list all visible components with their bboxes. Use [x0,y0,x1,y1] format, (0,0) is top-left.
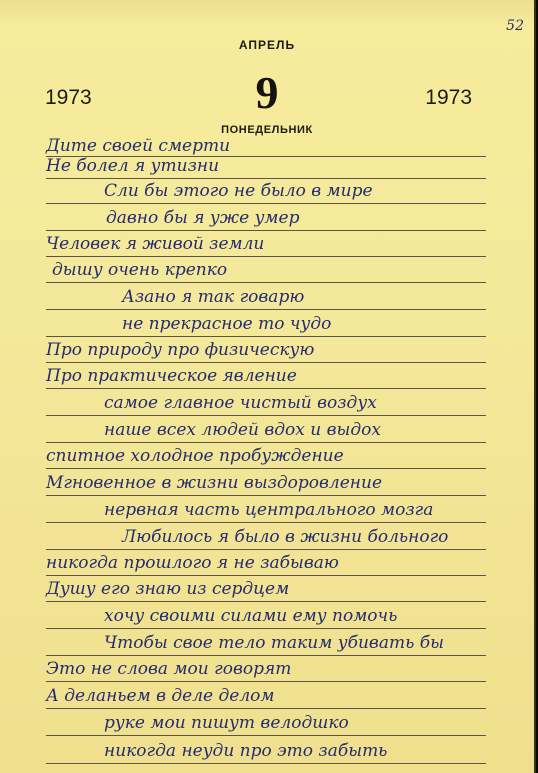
ruled-line [46,495,486,496]
ruled-line [46,282,486,283]
ruled-line [46,549,486,550]
page-top-edge [0,0,534,28]
handwritten-line: давно бы я уже умер [106,208,300,228]
ruled-line [46,763,486,764]
handwritten-line: Сли бы этого не было в мире [104,181,373,201]
ruled-line [46,575,486,576]
handwritten-line: Это не слова мои говорят [46,659,292,679]
handwritten-line: спитное холодное пробуждение [46,446,344,466]
handwritten-line: никогда прошлого я не забываю [46,553,339,573]
page-number: 52 [506,18,524,34]
handwritten-line: Чтобы свое тело таким убивать бы [104,633,444,653]
weekday-label: ПОНЕДЕЛЬНИК [221,124,313,136]
handwritten-line: не прекрасное то чудо [122,314,332,334]
handwritten-line: наше всех людей вдох и выдох [104,420,381,440]
handwritten-line: Душу его знаю из сердцем [46,579,290,599]
handwritten-line: самое главное чистый воздух [104,393,377,413]
handwritten-line: Про практическое явление [46,366,297,386]
ruled-line [46,256,486,257]
ruled-line [46,628,486,629]
ruled-line [46,655,486,656]
ruled-line [46,230,486,231]
ruled-line [46,468,486,469]
handwritten-line: Человек я живой земли [46,234,265,254]
ruled-line [46,336,486,337]
handwritten-line: Азано я так говарю [122,287,305,307]
handwritten-line: хочу своими силами ему помочь [104,606,398,626]
ruled-line [46,681,486,682]
ruled-line [46,203,486,204]
month-label: АПРЕЛЬ [238,38,296,52]
ruled-line [46,708,486,709]
day-number: 9 [255,67,279,118]
handwritten-line: Не болел я утизни [46,156,220,176]
ruled-line [46,415,486,416]
ruled-line [46,388,486,389]
handwritten-line: А деланьем в деле делом [46,686,275,706]
handwritten-line: Мгновенное в жизни выздоровление [46,473,382,493]
ruled-line [46,309,486,310]
ruled-line [46,178,486,179]
ruled-line [46,601,486,602]
ruled-line [46,522,486,523]
handwritten-line: Любилось я было в жизни больного [122,527,449,547]
handwritten-line: Дите своей смерти [46,136,231,156]
handwritten-line: руке мои пишут велодшко [104,713,349,733]
year-right: 1973 [425,86,472,109]
ruled-line [46,362,486,363]
handwritten-line: Про природу про физическую [46,340,315,360]
handwritten-line: нервная часть центрального мозга [104,500,434,520]
ruled-line [46,442,486,443]
year-left: 1973 [45,86,92,109]
handwritten-line: дышу очень крепко [52,260,228,280]
ruled-line [46,735,486,736]
handwritten-line: никогда неуди про это забыть [104,741,388,761]
